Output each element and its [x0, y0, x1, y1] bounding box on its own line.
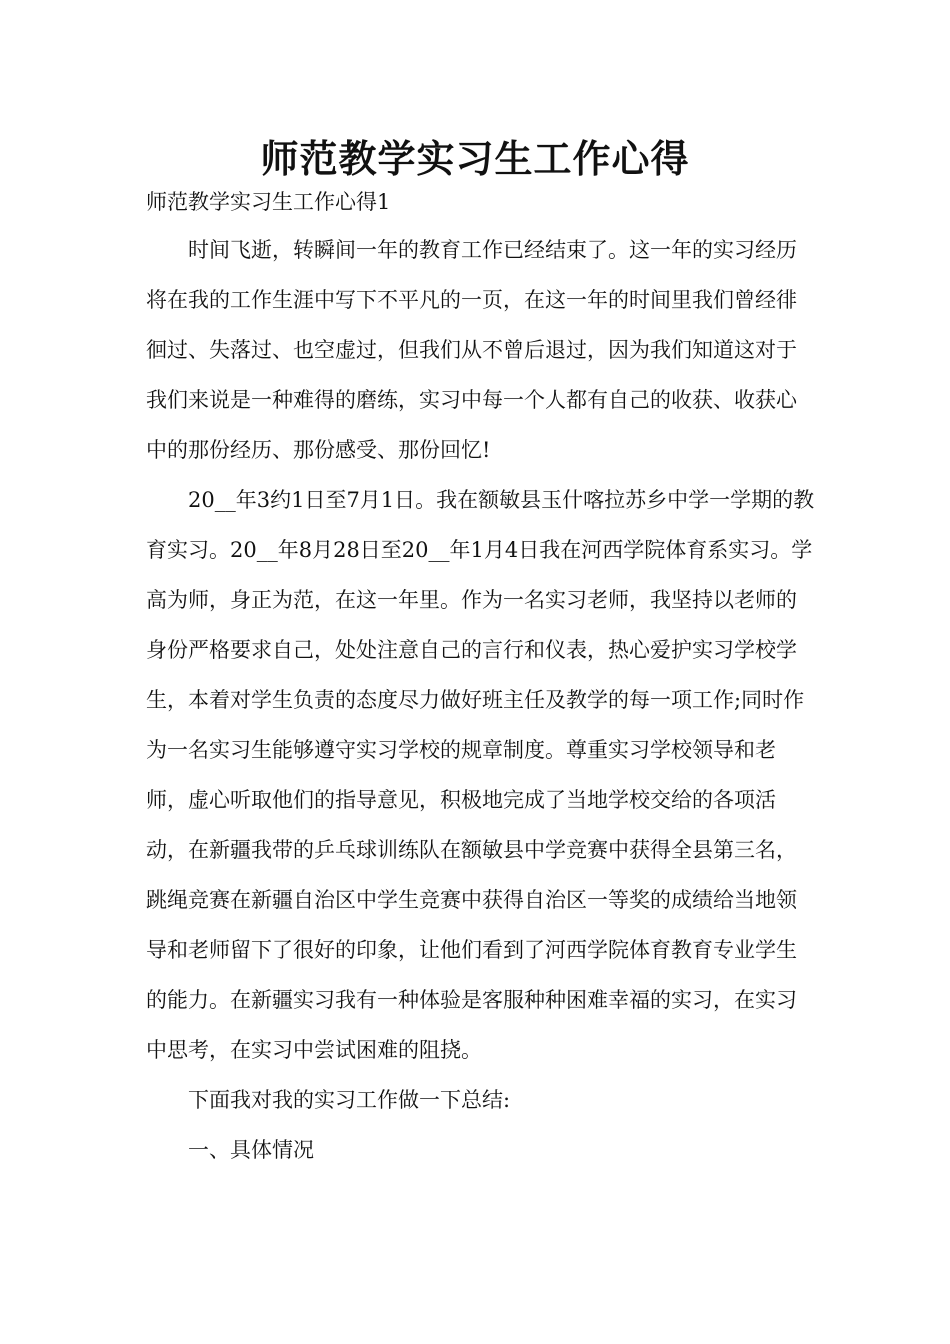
- paragraph: 20__年3约1日至7月1日。我在额敏县玉什喀拉苏乡中学一学期的教育实习。20__年8月28日至20__年1月4日我在河西学院体育系实习。学高为师，身正为范，在这一年里。作为一名实习老师，我坚持以老师的身份严格要求自己，处处注意自己的言行和仪表，热心爱护实习学校学生，本着对学生负责的态度尽力做好班主任及教学的每一项工作;同时作为一名实习生能够遵守实习学校的规章制度。尊重实习学校领导和老师，虚心听取他们的指导意见，积极地完成了当地学校交给的各项活动，在新疆我带的乒乓球训练队在额敏县中学竞赛中获得全县第三名，跳绳竞赛在新疆自治区中学生竞赛中获得自治区一等奖的成绩给当地领导和老师留下了很好的印象，让他们看到了河西学院体育教育专业学生的能力。在新疆实习我有一种体验是客服种种困难幸福的实习，在实习中思考，在实习中尝试困难的阻挠。: [146, 488, 815, 1062]
- paragraph: 一、具体情况: [188, 1138, 314, 1162]
- document-body: [146, 225, 816, 1175]
- paragraph: 时间飞逝，转瞬间一年的教育工作已经结束了。这一年的实习经历将在我的工作生涯中写下不平凡的一页，在这一年的时间里我们曾经徘徊过、失落过、也空虚过，但我们从不曾后退过，因为我们知道这对于我们来说是一种难得的磨练，实习中每一个人都有自己的收获、收获心中的那份经历、那份感受、那份回忆!: [146, 238, 797, 462]
- paragraph: 下面我对我的实习工作做一下总结:: [188, 1088, 511, 1112]
- document-title: 师范教学实习生工作心得: [260, 137, 690, 181]
- section-subtitle: 师范教学实习生工作心得1: [146, 190, 391, 214]
